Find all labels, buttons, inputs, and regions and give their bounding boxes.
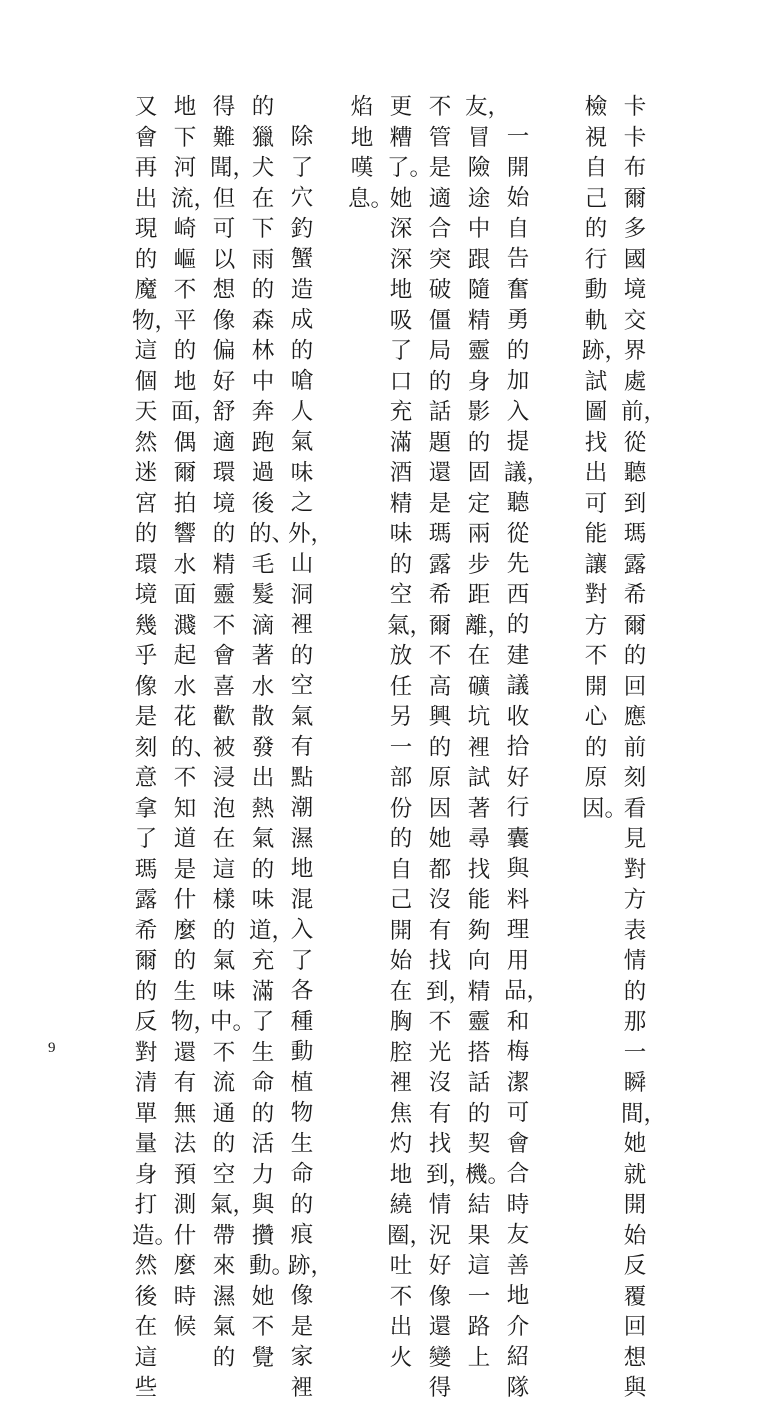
text-column-13: 地下河流，崎嶇不平的地面，偶爾拍響水面濺起水花的、不知道是什麼的生物，還有無法預測什麼時候 [171, 94, 217, 1340]
text-column-6: 不管是適合突破僵局的話題還是瑪露希爾不高興的原因她都沒有找到，不光沒有找到，情況好像還變得 [426, 94, 472, 1401]
text-column-12: 得難聞，但可以想像偏好舒適環境的精靈不會喜歡被浸泡在這樣的氣味中。不流通的空氣，帶來濕氣的 [210, 94, 256, 1371]
text-column-1: 卡卡布爾多國境交界處前，從聽到瑪露希爾的回應前刻看見對方表情的那一瞬間，她就開始反覆回想與 [621, 94, 667, 1401]
page-number: 9 [48, 1040, 56, 1056]
text-column-8: 焰地嘆息。 [348, 94, 394, 212]
text-column-4: 一開始自告奮勇的加入提議，聽從先西的建議收拾好行囊與料理用品，和梅潔可會合時友善地介紹隊 [504, 124, 550, 1401]
text-column-10: 除了穴釣蟹造成的嗆人氣味之外，山洞裡的空氣有點潮濕地混入了各種動植物生命的痕跡，像是家裡 [288, 124, 334, 1401]
text-column-2: 檢視自己的行動軌跡，試圖找出可能讓對方不開心的原因。 [582, 94, 628, 822]
text-column-14: 又會再出現的魔物，這個天然迷宮的環境幾乎像是刻意拿了瑪露希爾的反對清單量身打造。然後在這些 [132, 94, 178, 1401]
text-column-7: 更糟了。她深深地吸了口充滿酒精味的空氣，放任另一部份的自己開始在胸腔裡焦灼地繞圈，吐不出火 [387, 94, 433, 1371]
text-column-11: 的獵犬在下雨的森林中奔跑過後的、毛髮滴著水散發出熱氣的味道，充滿了生命的活力與攢動。她不覺 [249, 94, 295, 1371]
text-column-5: 友，冒險途中跟隨精靈身影的固定兩步距離，在礦坑裡試著尋找能夠向精靈搭話的契機。結果這一路上 [465, 94, 511, 1371]
